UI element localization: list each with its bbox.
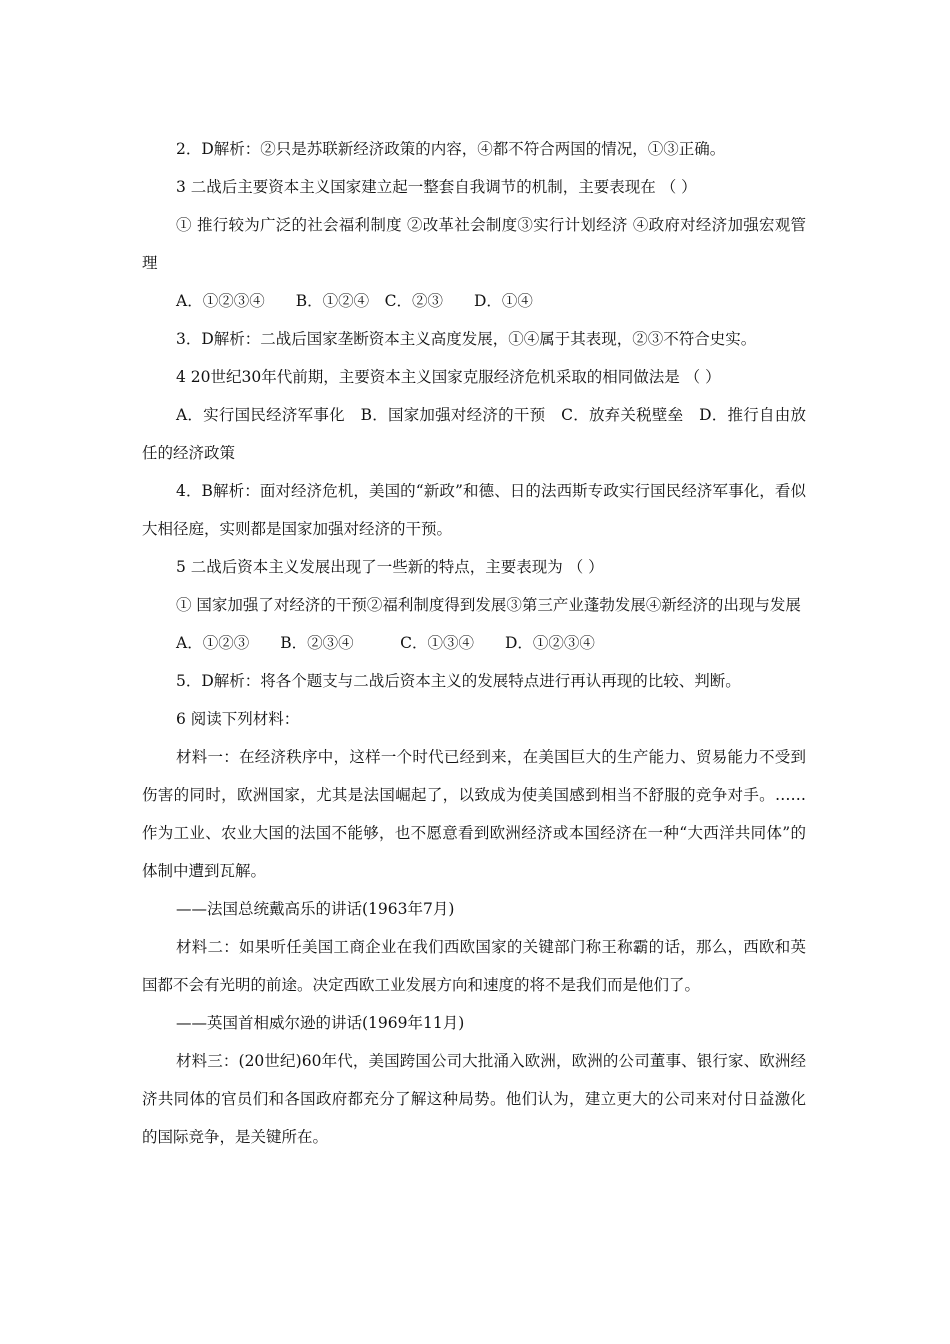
material-2-source: ——英国首相威尔逊的讲话(1969年11月) <box>176 1014 465 1032</box>
question-5-options: A．①②③ B．②③④ C．①③④ D．①②③④ <box>176 634 595 652</box>
question-3-statements: ① 推行较为广泛的社会福利制度 ②改革社会制度③实行计划经济 ④政府对经济加强宏观管理 <box>142 216 806 272</box>
document-body <box>142 130 806 1156</box>
material-3-text: 材料三：(20世纪)60年代，美国跨国公司大批涌入欧洲，欧洲的公司董事、银行家、欧洲经济共同体的官员们和各国政府都充分了解这种局势。他们认为，建立更大的公司来对付日益激化的国际竞争，是关键所在。 <box>142 1052 806 1146</box>
question-5-statements: ① 国家加强了对经济的干预②福利制度得到发展③第三产业蓬勃发展④新经济的出现与发展 <box>176 596 801 614</box>
question-4-options: A．实行国民经济军事化 B．国家加强对经济的干预 C．放弃关税壁垒 D．推行自由放任的经济政策 <box>142 406 806 462</box>
material-2-text: 材料二：如果听任美国工商企业在我们西欧国家的关键部门称王称霸的话，那么，西欧和英国都不会有光明的前途。决定西欧工业发展方向和速度的将不是我们而是他们了。 <box>142 938 806 994</box>
question-6-stem: 6 阅读下列材料： <box>176 710 300 728</box>
question-3-options: A．①②③④ B．①②④ C．②③ D．①④ <box>176 292 533 310</box>
question-4-stem: 4 20世纪30年代前期，主要资本主义国家克服经济危机采取的相同做法是 （ ） <box>176 368 721 386</box>
material-1-text: 材料一：在经济秩序中，这样一个时代已经到来，在美国巨大的生产能力、贸易能力不受到伤害的同时，欧洲国家，尤其是法国崛起了，以致成为使美国感到相当不舒服的竞争对手。……作为工业、农业大国的法国不能够，也不愿意看到欧洲经济或本国经济在一种“大西洋共同体”的体制中遭到瓦解。 <box>142 748 806 880</box>
answer-2-explanation: 2．D解析：②只是苏联新经济政策的内容，④都不符合两国的情况，①③正确。 <box>176 140 726 158</box>
material-1-source: ——法国总统戴高乐的讲话(1963年7月) <box>176 900 455 918</box>
question-3-stem: 3 二战后主要资本主义国家建立起一整套自我调节的机制，主要表现在 （ ） <box>176 178 697 196</box>
answer-4-explanation: 4．B解析：面对经济危机，美国的“新政”和德、日的法西斯专政实行国民经济军事化，看似大相径庭，实则都是国家加强对经济的干预。 <box>142 482 806 538</box>
question-5-stem: 5 二战后资本主义发展出现了一些新的特点，主要表现为 （ ） <box>176 558 604 576</box>
answer-3-explanation: 3．D解析：二战后国家垄断资本主义高度发展，①④属于其表现，②③不符合史实。 <box>176 330 757 348</box>
answer-5-explanation: 5．D解析：将各个题支与二战后资本主义的发展特点进行再认再现的比较、判断。 <box>176 672 741 690</box>
